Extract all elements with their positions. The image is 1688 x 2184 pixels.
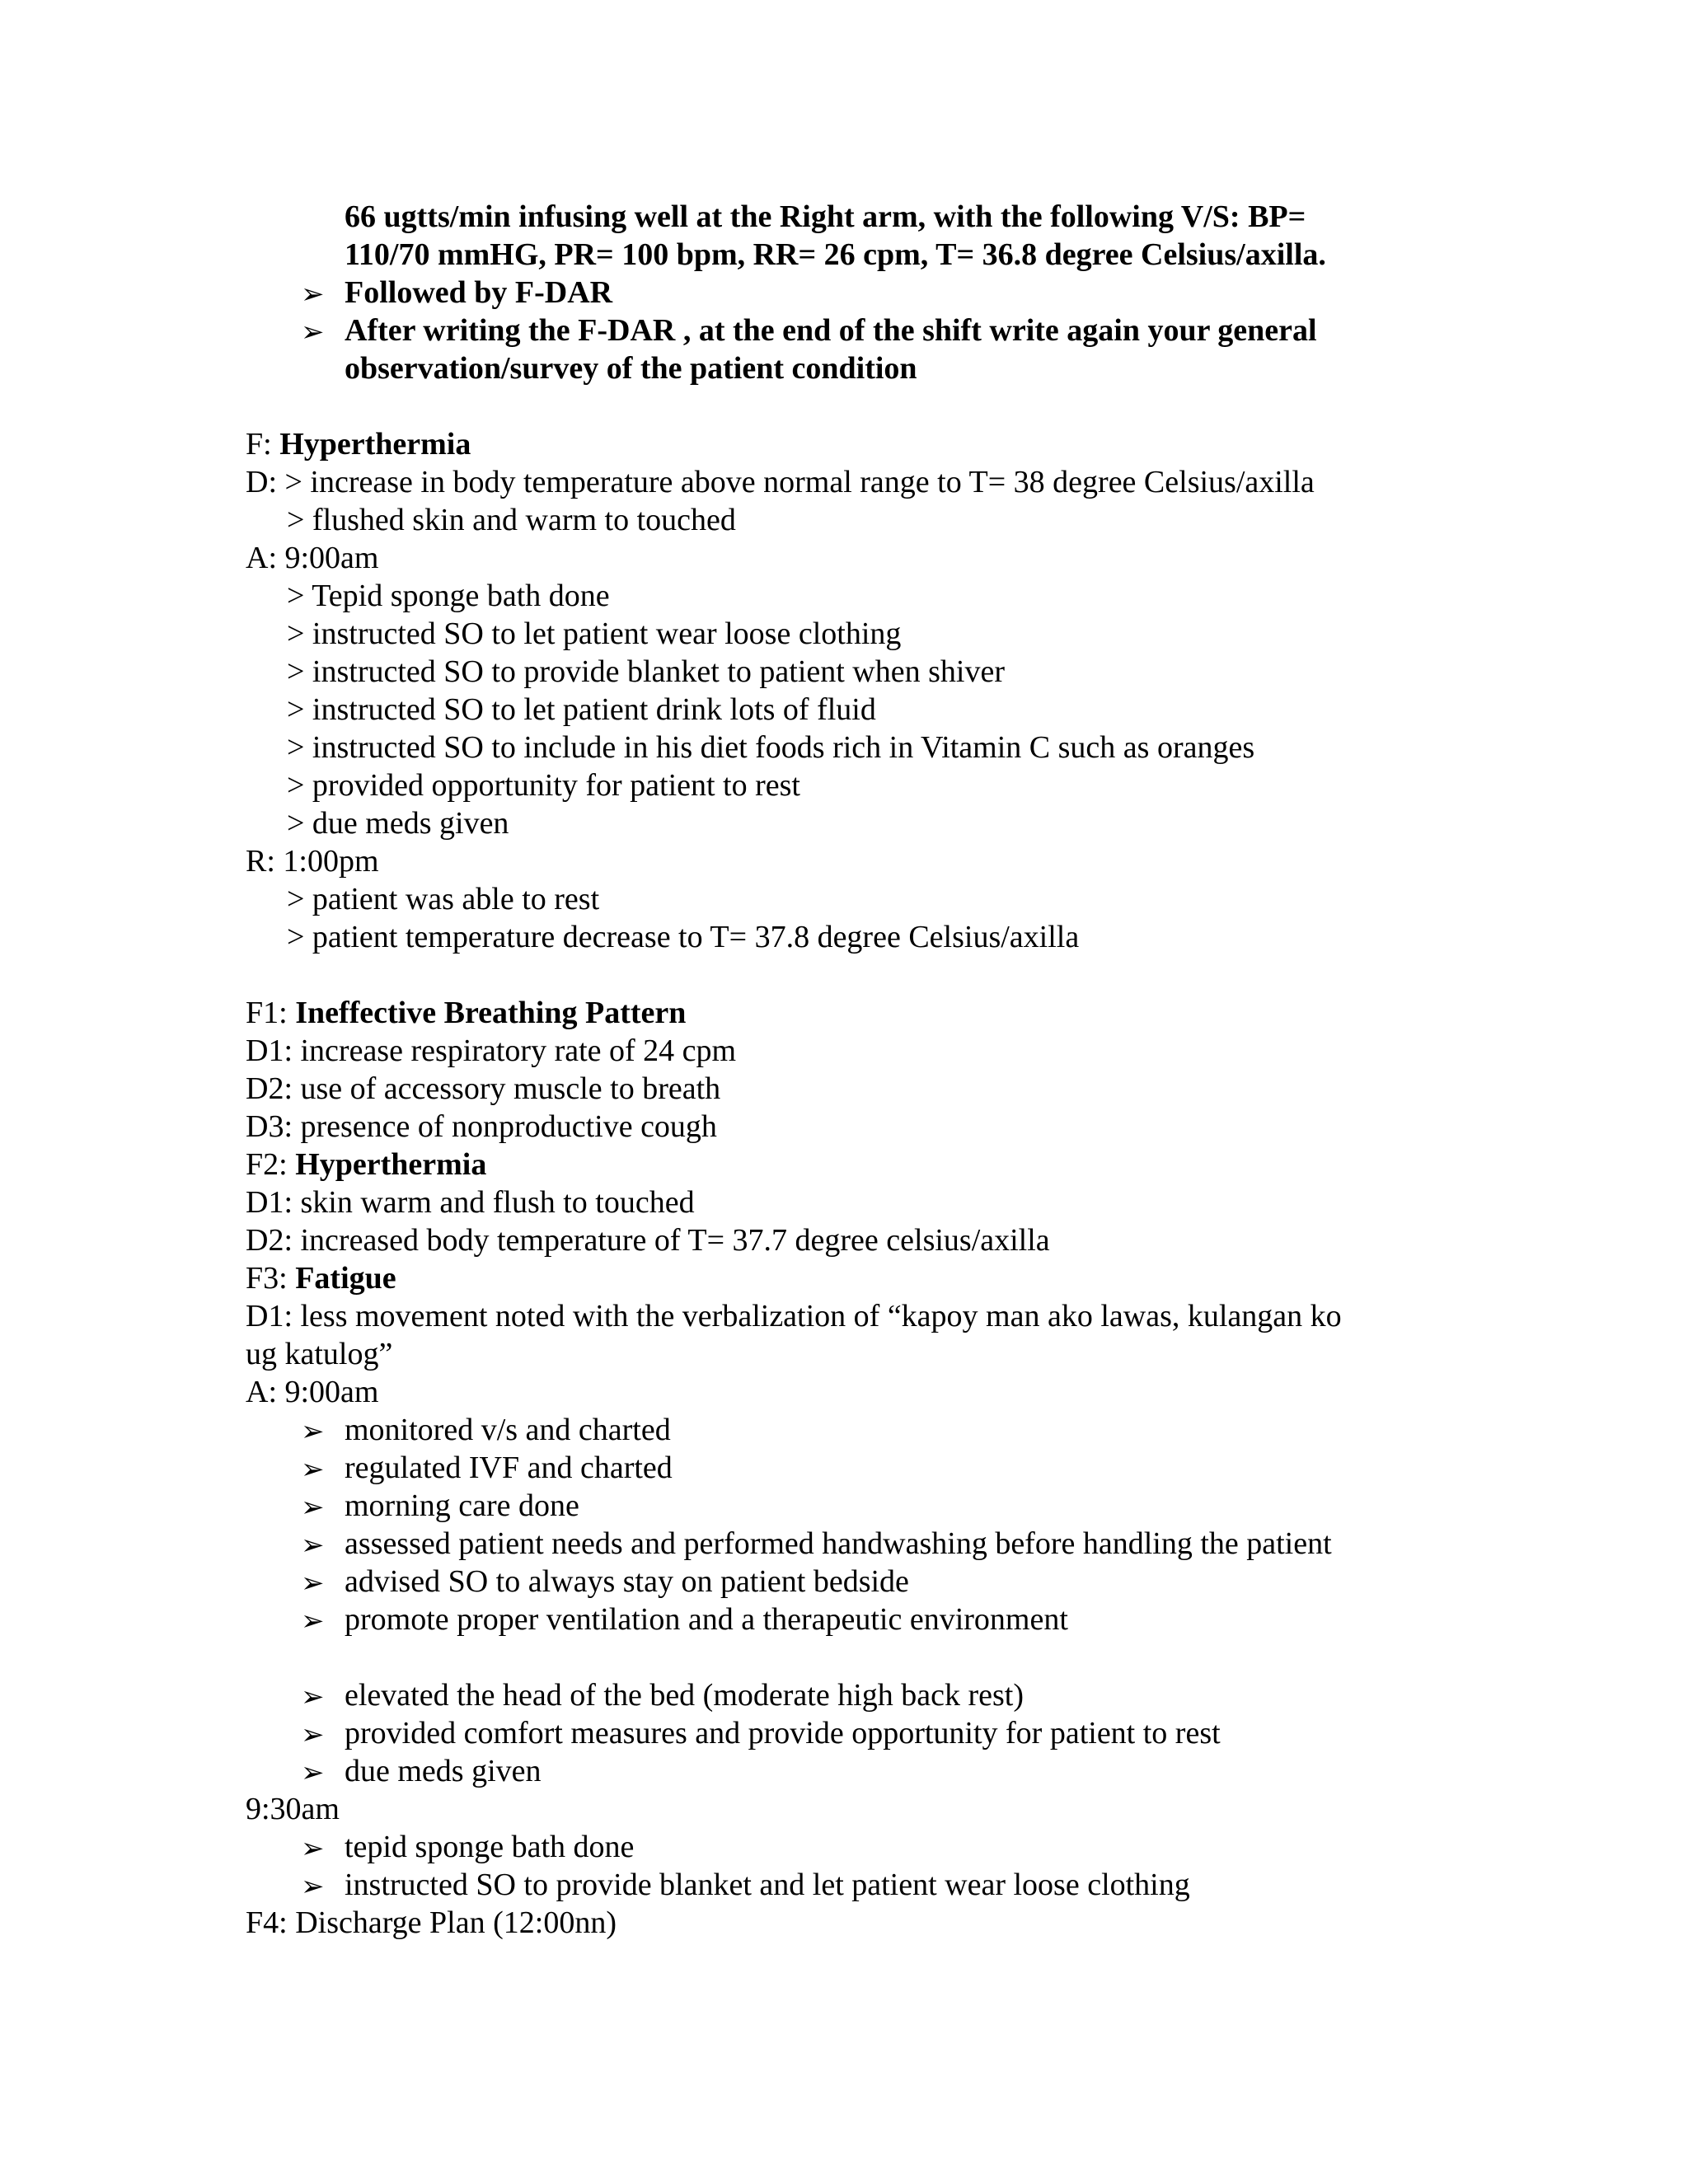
fdar2-action-8: provided comfort measures and provide opportunity for patient to rest <box>345 1716 1221 1750</box>
fdar2-action-time: A: 9:00am <box>246 1375 379 1409</box>
fdar1-response-time: R: 1:00pm <box>246 844 379 879</box>
fdar1-focus <box>246 425 471 463</box>
fdar2-focus-3 <box>246 1259 396 1297</box>
fdar1-data-2: > flushed skin and warm to touched <box>287 503 736 537</box>
bullet-arrow-icon: ➢ <box>301 1870 325 1903</box>
fdar1-action-7: > due meds given <box>287 806 509 841</box>
fdar2-action-11: instructed SO to provide blanket and let patient wear loose clothing <box>345 1868 1190 1902</box>
fdar2-action-6: promote proper ventilation and a therapeutic environment <box>345 1602 1068 1637</box>
fdar2-focus-3-title: Fatigue <box>295 1261 396 1296</box>
fdar2-action-9: due meds given <box>345 1754 542 1788</box>
fdar2-action-1: monitored v/s and charted <box>345 1413 671 1447</box>
fdar1-action-3: > instructed SO to provide blanket to patient when shiver <box>287 654 1005 689</box>
fdar2-f3-data-1: D1: less movement noted with the verbalization of “kapoy man ako lawas, kulangan ko <box>246 1299 1342 1333</box>
fdar2-action-10: tepid sponge bath done <box>345 1830 635 1864</box>
fdar2-focus-1-label: F1: <box>246 996 296 1030</box>
fdar2-action-5: advised SO to always stay on patient bedside <box>345 1564 909 1599</box>
bullet-arrow-icon: ➢ <box>301 1415 325 1448</box>
intro-bullet-2-cont: observation/survey of the patient condition <box>345 351 917 386</box>
fdar2-f2-data-1: D1: skin warm and flush to touched <box>246 1185 695 1220</box>
fdar2-action-2: regulated IVF and charted <box>345 1451 673 1485</box>
bullet-arrow-icon: ➢ <box>301 1680 325 1713</box>
bullet-arrow-icon: ➢ <box>301 1756 325 1789</box>
fdar2-f1-data-1: D1: increase respiratory rate of 24 cpm <box>246 1033 737 1068</box>
fdar2-focus-2 <box>246 1146 486 1183</box>
fdar1-focus-title: Hyperthermia <box>279 427 471 462</box>
fdar2-f3-data-1-cont: ug katulog” <box>246 1337 393 1371</box>
fdar2-focus-2-label: F2: <box>246 1147 296 1182</box>
bullet-arrow-icon: ➢ <box>301 316 325 349</box>
fdar2-focus-1 <box>246 994 686 1032</box>
fdar2-action-7: elevated the head of the bed (moderate high back rest) <box>345 1678 1025 1713</box>
fdar1-action-5: > instructed SO to include in his diet foods rich in Vitamin C such as oranges <box>287 730 1255 765</box>
intro-bullet-2: After writing the F-DAR , at the end of the shift write again your general <box>345 313 1317 348</box>
fdar2-f1-data-3: D3: presence of nonproductive cough <box>246 1109 717 1144</box>
bullet-arrow-icon: ➢ <box>301 278 325 311</box>
bullet-arrow-icon: ➢ <box>301 1491 325 1524</box>
fdar2-focus-2-title: Hyperthermia <box>295 1147 487 1182</box>
fdar1-action-4: > instructed SO to let patient drink lots of fluid <box>287 692 876 727</box>
fdar1-action-time: A: 9:00am <box>246 541 379 575</box>
fdar2-f1-data-2: D2: use of accessory muscle to breath <box>246 1071 721 1106</box>
bullet-arrow-icon: ➢ <box>301 1453 325 1486</box>
bullet-arrow-icon: ➢ <box>301 1605 325 1638</box>
fdar2-action-4: assessed patient needs and performed handwashing before handling the patient <box>345 1526 1332 1561</box>
fdar2-action-3: morning care done <box>345 1488 579 1523</box>
intro-bullet-1: Followed by F-DAR <box>345 275 613 310</box>
fdar1-response-2: > patient temperature decrease to T= 37.8 degree Celsius/axilla <box>287 920 1080 954</box>
fdar1-action-1: > Tepid sponge bath done <box>287 579 610 613</box>
intro-line-2: 110/70 mmHG, PR= 100 bpm, RR= 26 cpm, T= 36.8 degree Celsius/axilla. <box>345 237 1326 272</box>
fdar1-action-6: > provided opportunity for patient to rest <box>287 768 800 803</box>
fdar2-action-time-2: 9:30am <box>246 1792 340 1826</box>
fdar2-focus-1-title: Ineffective Breathing Pattern <box>295 996 687 1030</box>
bullet-arrow-icon: ➢ <box>301 1529 325 1562</box>
bullet-arrow-icon: ➢ <box>301 1832 325 1865</box>
fdar2-f2-data-2: D2: increased body temperature of T= 37.7 degree celsius/axilla <box>246 1223 1050 1258</box>
bullet-arrow-icon: ➢ <box>301 1567 325 1600</box>
fdar1-response-1: > patient was able to rest <box>287 882 600 916</box>
fdar1-data-1: D: > increase in body temperature above normal range to T= 38 degree Celsius/axilla <box>246 465 1315 499</box>
fdar2-focus-3-label: F3: <box>246 1261 296 1296</box>
fdar2-focus-4: F4: Discharge Plan (12:00nn) <box>246 1905 617 1940</box>
fdar1-action-2: > instructed SO to let patient wear loose clothing <box>287 616 902 651</box>
fdar1-focus-label: F: <box>246 427 280 462</box>
bullet-arrow-icon: ➢ <box>301 1718 325 1751</box>
intro-line-1: 66 ugtts/min infusing well at the Right arm, with the following V/S: BP= <box>345 199 1306 234</box>
